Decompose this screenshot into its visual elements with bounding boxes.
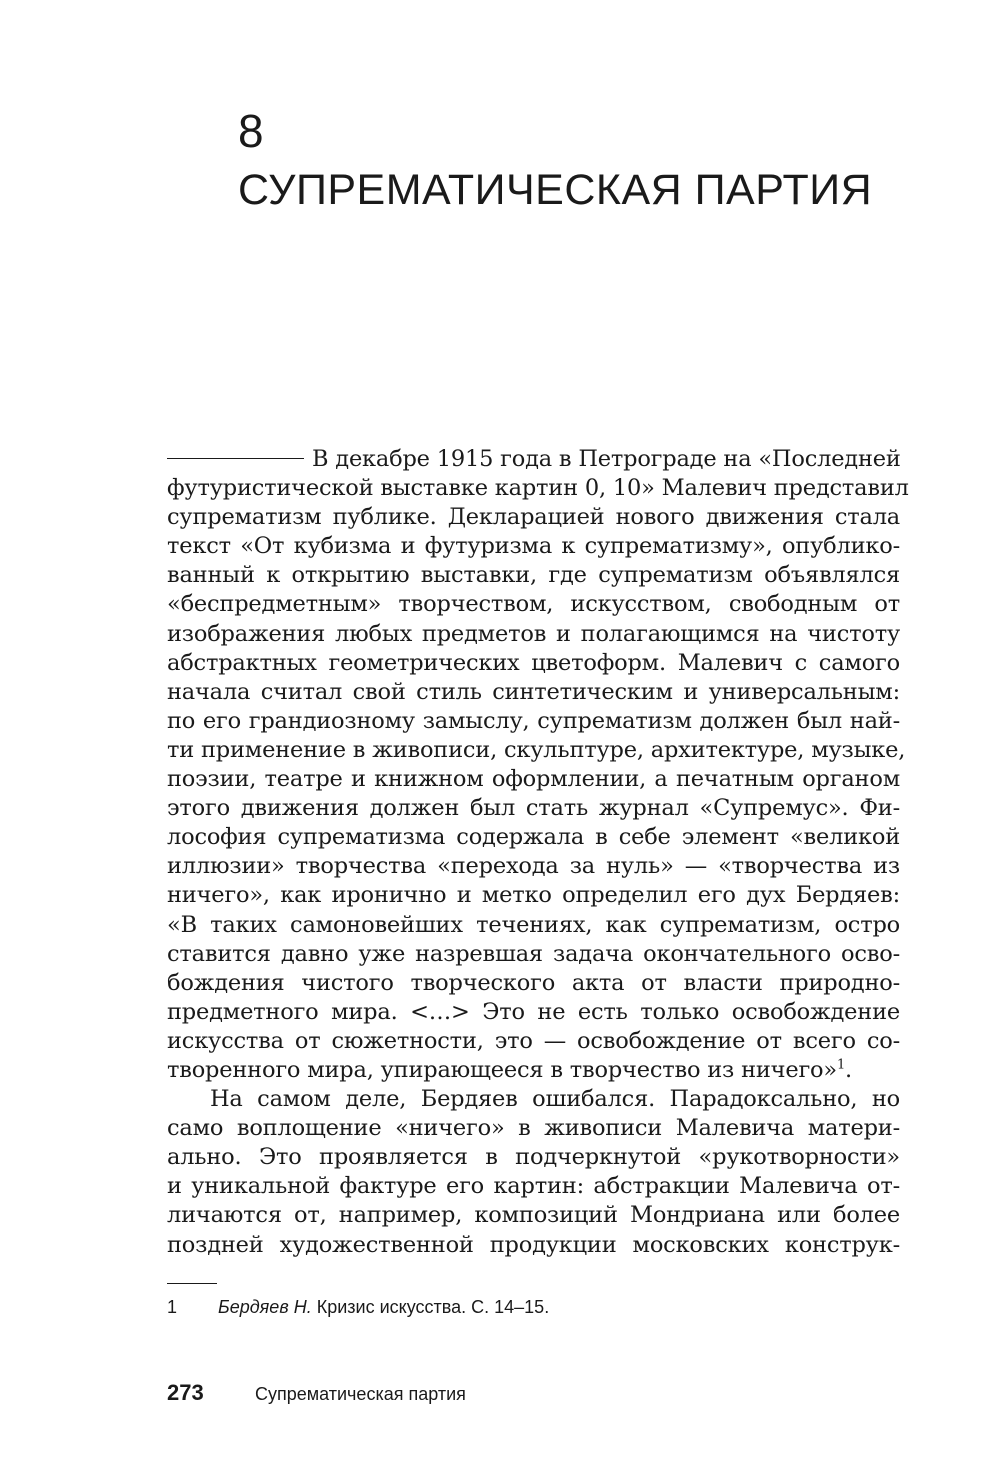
chapter-number: 8	[238, 105, 264, 157]
footnote-text: Кризис искусства. С. 14–15.	[316, 1297, 550, 1317]
body-line: личаются от, например, композиций Мондриана или более	[167, 1202, 900, 1229]
body-line: по его грандиозному замыслу, супрематизм должен был най-	[167, 707, 900, 734]
chapter-title: СУПРЕМАТИЧЕСКАЯ ПАРТИЯ	[238, 166, 873, 214]
body-line: футуристической выставке картин 0, 10» Малевич представил	[167, 475, 909, 502]
footnote-author: Бердяев Н.	[218, 1297, 312, 1317]
page-footer	[167, 1380, 466, 1406]
body-line: «В таких самоновейших течениях, как супрематизм, остро	[167, 911, 900, 938]
body-line: текст «От кубизма и футуризма к супрематизму», опублико-	[167, 533, 900, 560]
footnote-divider	[167, 1283, 217, 1284]
body-line: поздней художественной продукции московских конструк-	[167, 1231, 900, 1258]
lead-in-rule	[167, 458, 304, 459]
footnote	[167, 1295, 549, 1319]
body-line: ставится давно уже назревшая задача окончательного осво-	[167, 940, 900, 967]
running-head: Супрематическая партия	[255, 1384, 466, 1404]
body-line: начала считал свой стиль синтетическим и универсальным:	[167, 678, 900, 705]
footnote-reference[interactable]: 1	[836, 1057, 846, 1073]
body-line: само воплощение «ничего» в живописи Малевича матери-	[167, 1115, 900, 1142]
body-line: В декабре 1915 года в Петрограде на «Последней	[167, 445, 900, 474]
body-line: поэзии, театре и книжном оформлении, а печатным органом	[167, 766, 900, 793]
body-line: ванный к открытию выставки, где супрематизм объявлялся	[167, 562, 900, 589]
body-line: творенного мира, упирающееся в творчество из ничего»$^1$.	[167, 1056, 852, 1083]
body-line: искусства от сюжетности, это — освобождение от всего со-	[167, 1027, 900, 1054]
body-line: этого движения должен был стать журнал «Супремус». Фи-	[167, 795, 900, 822]
body-line: и уникальной фактуре его картин: абстракции Малевича от-	[167, 1173, 900, 1200]
body-line: ально. Это проявляется в подчеркнутой «рукотворности»	[167, 1144, 900, 1171]
footnote-number: 1	[167, 1297, 178, 1317]
body-line: супрематизм публике. Декларацией нового движения стала	[167, 504, 900, 531]
body-line: «беспредметным» творчеством, искусством, свободным от	[167, 591, 900, 618]
body-text	[167, 445, 909, 1260]
body-line: иллюзии» творчества «перехода за нуль» — «творчества из	[167, 853, 900, 880]
page-number: 273	[167, 1380, 204, 1405]
body-line: абстрактных геометрических цветоформ. Малевич с самого	[167, 649, 900, 676]
body-line: бождения чистого творческого акта от власти природно-	[167, 969, 900, 996]
body-line: На самом деле, Бердяев ошибался. Парадоксально, но	[210, 1086, 900, 1113]
body-line: изображения любых предметов и полагающимся на чистоту	[167, 620, 900, 647]
body-line: предметного мира. <…> Это не есть только освобождение	[167, 998, 900, 1025]
body-line: ти применение в живописи, скульптуре, архитектуре, музыке,	[167, 736, 906, 763]
body-line: ничего», как иронично и метко определил его дух Бердяев:	[167, 882, 900, 909]
body-line: лософия супрематизма содержала в себе элемент «великой	[167, 824, 900, 851]
